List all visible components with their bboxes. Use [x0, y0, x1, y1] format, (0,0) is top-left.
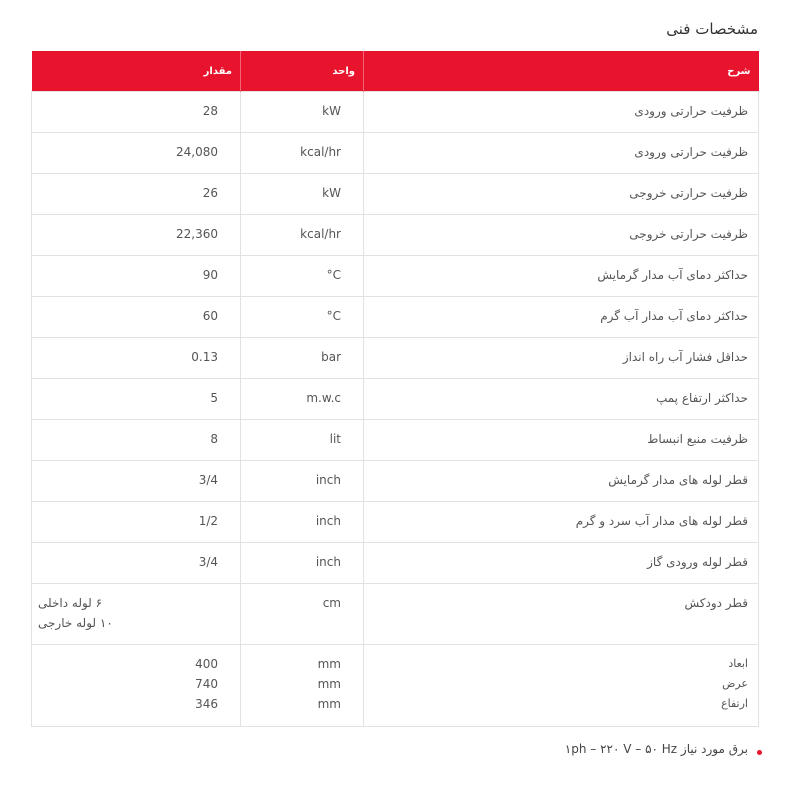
table-row — [32, 256, 759, 297]
dimension-unit: mm — [317, 677, 341, 691]
row-value — [32, 92, 241, 133]
row-description-text: قطر لوله های مدار آب سرد و گرم — [575, 514, 748, 528]
table-row — [32, 543, 759, 584]
row-value-text: 60 — [202, 309, 218, 323]
dimensions-description — [364, 645, 759, 727]
row-unit-text: °C — [326, 268, 341, 282]
row-unit — [241, 461, 364, 502]
flue-unit-text: cm — [322, 596, 341, 610]
row-description — [364, 338, 759, 379]
dimension-unit: mm — [317, 697, 341, 711]
row-unit-text: kcal/hr — [300, 145, 341, 159]
row-unit — [241, 215, 364, 256]
row-description — [364, 92, 759, 133]
row-description-text: حداکثر ارتفاع پمپ — [655, 391, 748, 405]
row-unit — [241, 338, 364, 379]
row-description — [364, 461, 759, 502]
page-title: مشخصات فنی — [666, 20, 758, 38]
row-unit — [241, 92, 364, 133]
header-unit: واحد — [241, 51, 364, 92]
dimension-label: ابعاد — [728, 657, 748, 670]
dimension-unit: mm — [317, 657, 341, 671]
table-row — [32, 461, 759, 502]
table-row — [32, 174, 759, 215]
row-description-text: ظرفیت منبع انبساط — [647, 432, 748, 446]
row-description-text: قطر لوله ورودی گاز — [647, 555, 748, 569]
row-unit — [241, 133, 364, 174]
row-description-text: ظرفیت حرارتی ورودی — [634, 104, 748, 118]
row-unit-text: m.w.c — [306, 391, 341, 405]
row-value — [32, 461, 241, 502]
dimension-value: 400 — [195, 657, 218, 671]
row-value — [32, 338, 241, 379]
row-description — [364, 420, 759, 461]
row-description — [364, 502, 759, 543]
row-value — [32, 502, 241, 543]
table-header-row — [32, 51, 759, 92]
dimension-label: عرض — [722, 677, 748, 690]
row-value-text: 22,360 — [176, 227, 218, 241]
table-row — [32, 502, 759, 543]
row-unit-text: bar — [321, 350, 341, 364]
row-value — [32, 215, 241, 256]
flue-value-inner: ۶ لوله داخلی — [38, 596, 103, 610]
row-value-text: 90 — [202, 268, 218, 282]
row-value-text: 26 — [202, 186, 218, 200]
row-unit-text: kW — [322, 104, 341, 118]
dimensions-unit — [241, 645, 364, 727]
row-value-text: 0.13 — [191, 350, 218, 364]
row-unit — [241, 174, 364, 215]
row-value — [32, 420, 241, 461]
row-unit — [241, 256, 364, 297]
table-row — [32, 215, 759, 256]
row-unit — [241, 420, 364, 461]
row-unit-text: inch — [315, 555, 341, 569]
row-value-text: 5 — [210, 391, 218, 405]
row-description — [364, 174, 759, 215]
table-row-flue — [32, 584, 759, 645]
dimension-label: ارتفاع — [721, 697, 748, 710]
row-description-text: قطر لوله های مدار گرمایش — [608, 473, 748, 487]
spec-table — [31, 51, 759, 727]
row-unit — [241, 297, 364, 338]
row-value — [32, 543, 241, 584]
row-description — [364, 256, 759, 297]
header-description: شرح — [364, 51, 759, 92]
table-row — [32, 338, 759, 379]
row-value — [32, 297, 241, 338]
row-value-text: 24,080 — [176, 145, 218, 159]
flue-description — [364, 584, 759, 645]
table-row — [32, 92, 759, 133]
row-unit-text: °C — [326, 309, 341, 323]
row-description-text: ظرفیت حرارتی خروجی — [629, 186, 748, 200]
flue-unit — [241, 584, 364, 645]
row-unit — [241, 543, 364, 584]
row-description — [364, 543, 759, 584]
dimension-value: 346 — [195, 697, 218, 711]
table-row — [32, 420, 759, 461]
row-value — [32, 256, 241, 297]
row-unit-text: kW — [322, 186, 341, 200]
row-value-text: 28 — [202, 104, 218, 118]
footnote-bullet-icon — [757, 750, 762, 755]
row-unit-text: inch — [315, 473, 341, 487]
flue-value-outer: ۱۰ لوله خارجی — [38, 616, 113, 630]
row-unit-text: inch — [315, 514, 341, 528]
row-unit — [241, 379, 364, 420]
row-description — [364, 297, 759, 338]
row-value — [32, 133, 241, 174]
row-description — [364, 215, 759, 256]
header-value: مقدار — [32, 51, 241, 92]
row-value-text: 3/4 — [198, 473, 218, 487]
row-unit-text: kcal/hr — [300, 227, 341, 241]
dimension-value: 740 — [195, 677, 218, 691]
row-description-text: حداقل فشار آب راه انداز — [622, 350, 748, 364]
row-description-text: حداکثر دمای آب مدار گرمایش — [597, 268, 748, 282]
flue-description-text: قطر دودکش — [684, 596, 748, 610]
row-value-text: 8 — [210, 432, 218, 446]
row-value — [32, 379, 241, 420]
row-description — [364, 133, 759, 174]
row-description-text: ظرفیت حرارتی ورودی — [634, 145, 748, 159]
table-row — [32, 133, 759, 174]
row-value-text: 1/2 — [198, 514, 218, 528]
table-row — [32, 297, 759, 338]
flue-value — [32, 584, 241, 645]
row-description — [364, 379, 759, 420]
row-unit-text: lit — [329, 432, 341, 446]
table-row — [32, 379, 759, 420]
row-description-text: حداکثر دمای آب مدار آب گرم — [600, 309, 748, 323]
table-row-dimensions — [32, 645, 759, 727]
row-description-text: ظرفیت حرارتی خروجی — [629, 227, 748, 241]
row-value — [32, 174, 241, 215]
dimensions-value — [32, 645, 241, 727]
row-unit — [241, 502, 364, 543]
power-requirement-note: برق مورد نیاز ۱ph – ۲۲۰ V – ۵۰ Hz — [564, 742, 748, 756]
row-value-text: 3/4 — [198, 555, 218, 569]
